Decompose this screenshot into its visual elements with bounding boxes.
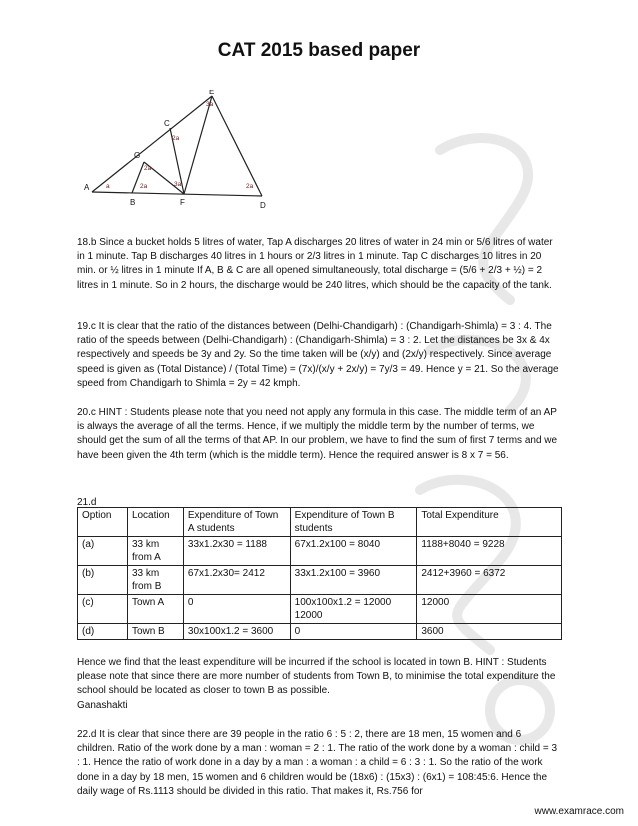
vertex-label-e: E: [209, 90, 215, 96]
table-cell: 67x1.2x100 = 8040: [290, 537, 417, 566]
table-cell: 1188+8040 = 9228: [417, 537, 562, 566]
table-cell: (c): [78, 595, 128, 624]
table-cell: 3600: [417, 624, 562, 640]
table-cell: 33x1.2x30 = 1188: [183, 537, 290, 566]
table-cell: 100x100x1.2 = 12000 12000: [290, 595, 417, 624]
vertex-label-c: C: [164, 119, 170, 128]
table-cell: 67x1.2x30= 2412: [183, 566, 290, 595]
page-title: CAT 2015 based paper: [217, 40, 421, 61]
table-header-row: [78, 508, 562, 537]
vertex-label-d: D: [260, 201, 266, 210]
angle-label: 3a: [206, 101, 214, 108]
angle-label: 2a: [246, 183, 254, 190]
table-header: Option: [78, 508, 128, 537]
table-cell: (b): [78, 566, 128, 595]
answer-18: 18.b Since a bucket holds 5 litres of water, Tap A discharges 20 litres of water in 24 min or 5/6 litres of water in 1 minute. Tap B discharges 40 litres in 1 hours or 2/3 litres in 1 minute. Tap C discharges 10 litres in 20 min. or ½ litres in 1 minute If A, B & C are all opened simultaneously, total discharge = (5/6 + 2/3 + ½) = 2 litres in 1 minute. So in 2 hours, the discharge would be 240 litres, which should be the capacity of the tank.: [77, 237, 553, 291]
answer-21-label: 21.d: [77, 497, 97, 508]
line-ae: [92, 96, 212, 192]
footer-url[interactable]: www.examrace.com: [534, 806, 624, 817]
table-header: Expenditure of Town B students: [290, 508, 417, 537]
answer-22: 22.d It is clear that since there are 39 people in the ratio 6 : 5 : 2, there are 18 men, 15 women and 6 children. Ratio of the work done by a man : woman = 2 : 1. The ratio of the work done by a woman : child = 3 : 1. Hence the ratio of work done in a day by a man : a woman : a child = 6 : 3 : 1. So the ratio of the work done in a day by 18 men, 15 women and 6 children would be (18x6) : (15x3) : (6x1) = 108:45:6. Hence the daily wage of Rs.1113 should be divided in this ratio. That makes it, Rs.756 for: [77, 729, 558, 797]
answer-19: 19.c It is clear that the ratio of the distances between (Delhi-Chandigarh) : (Chandigarh-Shimla) = 3 : 4. The ratio of the speeds between (Delhi-Chandigarh) : (Chandigarh-Shimla) = 3 : 2. Let the distances be 3x & 4x respectively and speeds be 3y and 2y. So the time taken will be (x/y) and (2x/y) respectively. Since average speed is given as (Total Distance) / (Total Time) = (7x)/(x/y + 2x/y) = 7y/3 = 49. Hence y = 21. So the average speed from Chandigarh to Shimla = 2y = 42 kmph.: [77, 321, 559, 389]
table-row: [78, 537, 562, 566]
vertex-label-b: B: [130, 198, 136, 207]
triangle-figure: [84, 90, 284, 220]
line-fe: [184, 96, 212, 194]
expenditure-table: [77, 507, 562, 640]
table-cell: 33 km from B: [127, 566, 183, 595]
angle-label: a: [106, 183, 110, 190]
line-ed: [212, 96, 262, 196]
table-row: [78, 595, 562, 624]
table-cell: 33x1.2x100 = 3960: [290, 566, 417, 595]
vertex-label-f: F: [180, 198, 185, 207]
table-cell: (a): [78, 537, 128, 566]
table-row: [78, 624, 562, 640]
angle-label: 2a: [140, 183, 148, 190]
table-cell: 33 km from A: [127, 537, 183, 566]
table-cell: Town A: [127, 595, 183, 624]
table-header: Total Expenditure: [417, 508, 562, 537]
answer-21-explanation: Hence we find that the least expenditure will be incurred if the school is located in town B. HINT : Students please note that since there are more number of students from Town B, to minimise the total expenditure the school should be located as closer to town B as possible. Ganashakti: [77, 656, 561, 713]
angle-label: 2a: [172, 135, 180, 142]
table-header: Location: [127, 508, 183, 537]
vertex-label-g: G: [134, 151, 141, 160]
line-ad: [92, 192, 262, 196]
author-name: Ganashakti: [77, 699, 128, 711]
angle-label: 3a: [174, 181, 182, 188]
table-cell: Town B: [127, 624, 183, 640]
table-cell: 30x100x1.2 = 3600: [183, 624, 290, 640]
table-cell: 0: [183, 595, 290, 624]
table-cell: 12000: [417, 595, 562, 624]
angle-label: 2a: [144, 165, 152, 172]
table-cell: (d): [78, 624, 128, 640]
table-cell: 2412+3960 = 6372: [417, 566, 562, 595]
vertex-label-a: A: [84, 183, 90, 192]
answer-20: 20.c HINT : Students please note that you need not apply any formula in this case. The middle term of an AP is always the average of all the terms. Hence, if we multiply the middle term by the number of terms, we should get the sum of all the terms of that AP. In our problem, we have to find the sum of first 7 terms and we have been given the 4th term (which is the middle term). Hence the required answer is 8 x 7 = 56.: [77, 407, 558, 461]
table-row: [78, 566, 562, 595]
table-header: Expenditure of Town A students: [183, 508, 290, 537]
table-cell: 0: [290, 624, 417, 640]
